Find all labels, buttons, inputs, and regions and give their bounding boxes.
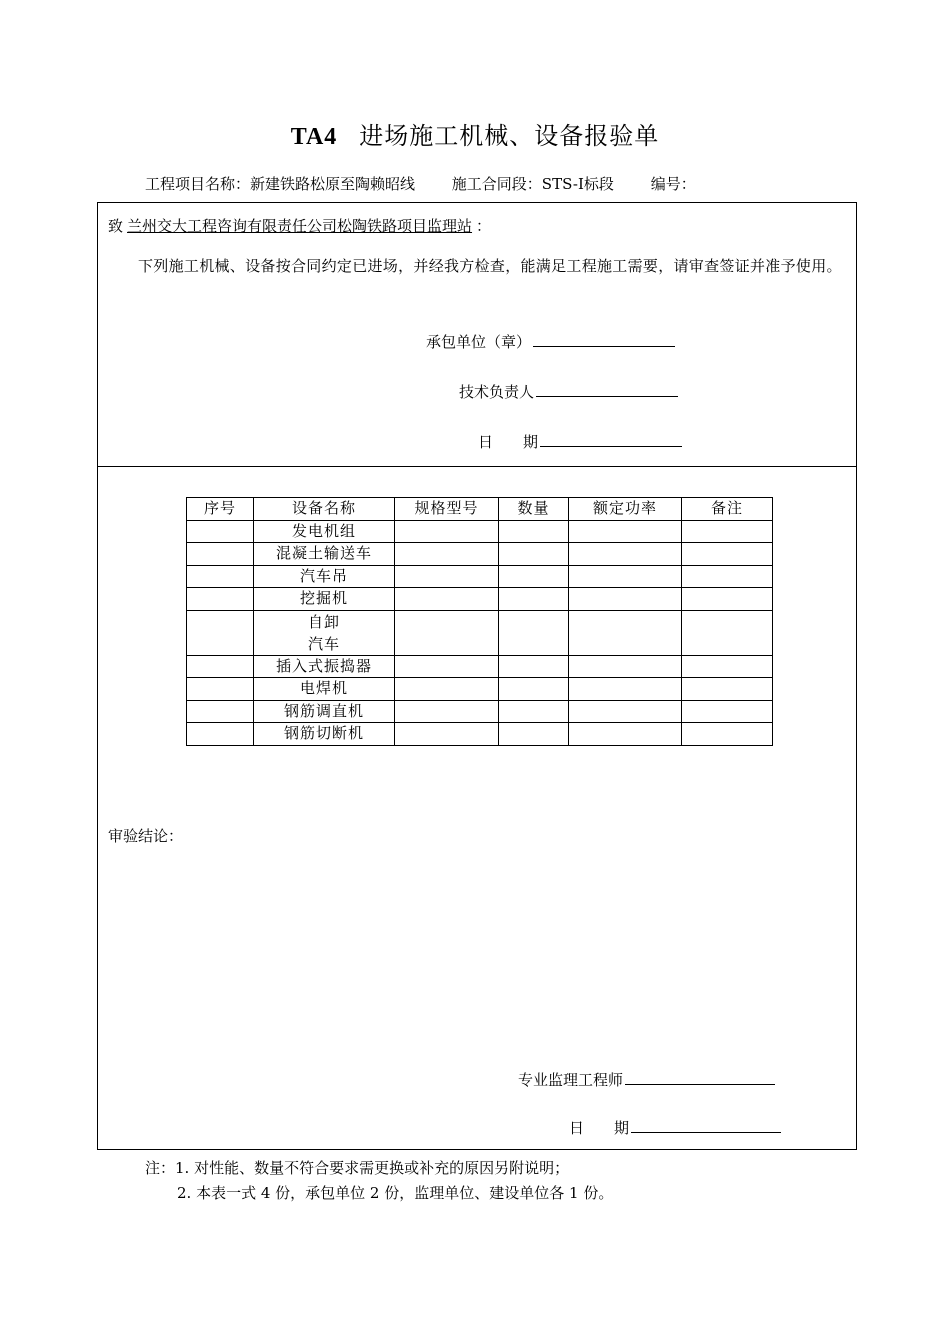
engineer-date-label: 日 期 bbox=[569, 1119, 630, 1137]
form-title: 进场施工机械、设备报验单 bbox=[359, 122, 660, 150]
form-number: 编号： bbox=[650, 175, 696, 193]
addressee-prefix: 致 bbox=[108, 217, 124, 235]
table-row bbox=[187, 565, 773, 588]
contractor-signature-line[interactable] bbox=[533, 332, 675, 347]
tech-lead-label: 技术负责人 bbox=[459, 383, 535, 401]
section-divider bbox=[98, 466, 856, 467]
engineer-date-line[interactable] bbox=[631, 1118, 781, 1133]
table-row bbox=[187, 588, 773, 611]
table-row bbox=[187, 723, 773, 746]
col-header-model: 规格型号 bbox=[395, 498, 499, 521]
equipment-name: 电焊机 bbox=[254, 678, 395, 701]
contractor-label: 承包单位（章） bbox=[426, 333, 532, 351]
table-row bbox=[187, 700, 773, 723]
contractor-date-line[interactable] bbox=[540, 432, 682, 447]
request-text: 下列施工机械、设备按合同约定已进场，并经我方检查，能满足工程施工需要，请审查签证并准予使用。 bbox=[138, 257, 842, 275]
table-row bbox=[187, 543, 773, 566]
equipment-name: 钢筋切断机 bbox=[254, 723, 395, 746]
addressee-org: 兰州交大工程咨询有限责任公司松陶铁路项目监理站 bbox=[127, 217, 473, 235]
equipment-name: 自卸 汽车 bbox=[254, 610, 395, 655]
page-title bbox=[0, 116, 950, 151]
review-conclusion-label: 审验结论： bbox=[108, 827, 184, 845]
addressee-suffix: ： bbox=[476, 217, 492, 235]
form-header bbox=[145, 173, 728, 194]
contractor-signature bbox=[426, 331, 675, 352]
note-2: 2. 本表一式 4 份，承包单位 2 份，监理单位、建设单位各 1 份。 bbox=[177, 1184, 614, 1202]
footnotes bbox=[145, 1156, 613, 1206]
contractor-date-label: 日 期 bbox=[478, 433, 539, 451]
col-header-power: 额定功率 bbox=[569, 498, 682, 521]
engineer-signature bbox=[518, 1069, 775, 1090]
addressee-line bbox=[108, 215, 491, 236]
equipment-name: 汽车吊 bbox=[254, 565, 395, 588]
equipment-name: 插入式振捣器 bbox=[254, 655, 395, 678]
col-header-no: 序号 bbox=[187, 498, 254, 521]
equipment-name: 发电机组 bbox=[254, 520, 395, 543]
contractor-date bbox=[478, 431, 682, 452]
table-row bbox=[187, 520, 773, 543]
table-header-row bbox=[187, 498, 773, 521]
engineer-signature-line[interactable] bbox=[625, 1070, 775, 1085]
tech-lead-signature-line[interactable] bbox=[536, 382, 678, 397]
equipment-name: 挖掘机 bbox=[254, 588, 395, 611]
form-frame bbox=[97, 202, 857, 1150]
col-header-name: 设备名称 bbox=[254, 498, 395, 521]
engineer-date bbox=[569, 1117, 781, 1138]
equipment-table bbox=[186, 497, 773, 746]
equipment-name: 钢筋调直机 bbox=[254, 700, 395, 723]
col-header-remark: 备注 bbox=[682, 498, 773, 521]
table-row bbox=[187, 655, 773, 678]
contract-section: 施工合同段：STS-Ⅰ标段 bbox=[451, 175, 614, 193]
engineer-label: 专业监理工程师 bbox=[518, 1071, 624, 1089]
tech-lead-signature bbox=[459, 381, 678, 402]
equipment-name: 混凝土输送车 bbox=[254, 543, 395, 566]
project-name: 工程项目名称：新建铁路松原至陶赖昭线 bbox=[145, 175, 416, 193]
form-code: TA4 bbox=[290, 124, 338, 150]
table-row bbox=[187, 610, 773, 655]
table-row bbox=[187, 678, 773, 701]
col-header-qty: 数量 bbox=[499, 498, 569, 521]
note-1: 注：1. 对性能、数量不符合要求需更换或补充的原因另附说明； bbox=[145, 1159, 570, 1177]
